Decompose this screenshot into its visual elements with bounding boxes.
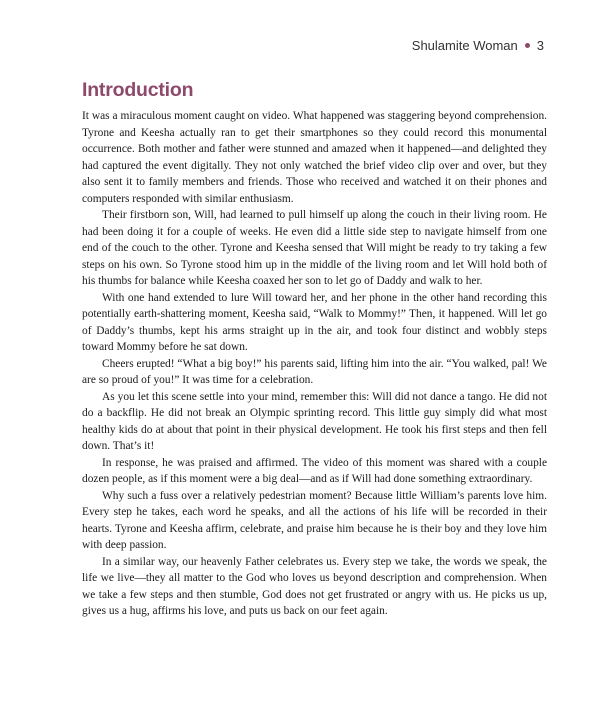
running-header [412, 38, 544, 53]
paragraph-6: In response, he was praised and affirmed. The video of this moment was shared with a couple dozen people, as if this moment were a big deal—and as if Will had done something extraordinary. [82, 456, 547, 485]
page-number: 3 [536, 38, 544, 53]
paragraph-2: Their firstborn son, Will, had learned to pull himself up along the couch in their living room. He had been doing it for a couple of weeks. He even did a little side step to navigate himself from one end of the couch to the other. Tyrone and Keesha sensed that Will might be ready to try taking a few steps on his own. So Tyrone stood him up in the middle of the living room and let Will hold both of his thumbs for balance while Keesha coaxed her son to let go of Daddy and walk to her. [82, 209, 547, 287]
separator-dot-icon [525, 43, 530, 48]
paragraph-7: Why such a fuss over a relatively pedestrian moment? Because little William’s parents love him. Every step he takes, each word he speaks, and all the actions of his life will be recorded in their hearts. Tyrone and Keesha affirm, celebrate, and praise him because he is their boy and they love him with deep passion. [82, 489, 547, 551]
paragraph-1: It was a miraculous moment caught on video. What happened was staggering beyond comprehension. Tyrone and Keesha actually ran to get their smartphones so they could record this monumental occurrence. Both mother and father were stunned and amazed when it happened—and delighted they had captured the event digitally. They not only watched the brief video clip over and over, but they also sent it to family members and friends. Those who received and watched it on their phones and computers responded with similar enthusiasm. [82, 110, 547, 205]
book-title: Shulamite Woman [411, 38, 518, 53]
paragraph-4: Cheers erupted! “What a big boy!” his parents said, lifting him into the air. “You walked, pal! We are so proud of you!” It was time for a celebration. [82, 357, 547, 386]
paragraph-5: As you let this scene settle into your mind, remember this: Will did not dance a tango. He did not do a backflip. He did not break an Olympic sprinting record. This little guy simply did what most healthy kids do at about that point in their physical development. He took his first steps and then fell down. That’s it! [82, 390, 547, 452]
paragraph-8: In a similar way, our heavenly Father celebrates us. Every step we take, the words we speak, the life we live—they all matter to the God who loves us beyond description and comprehension. When we take a few steps and then stumble, God does not get frustrated or angry with us. He picks us up, gives us a hug, affirms his love, and puts us back on our feet again. [82, 555, 547, 617]
body-text [82, 108, 547, 620]
paragraph-3: With one hand extended to lure Will toward her, and her phone in the other hand recording this potentially earth-shattering moment, Keesha said, “Walk to Mommy!” Then, it happened. Will let go of Daddy’s thumbs, kept his arms straight up in the air, and took four distinct and wobbly steps toward Mommy before he sat down. [82, 291, 547, 353]
section-title: Introduction [82, 79, 194, 101]
